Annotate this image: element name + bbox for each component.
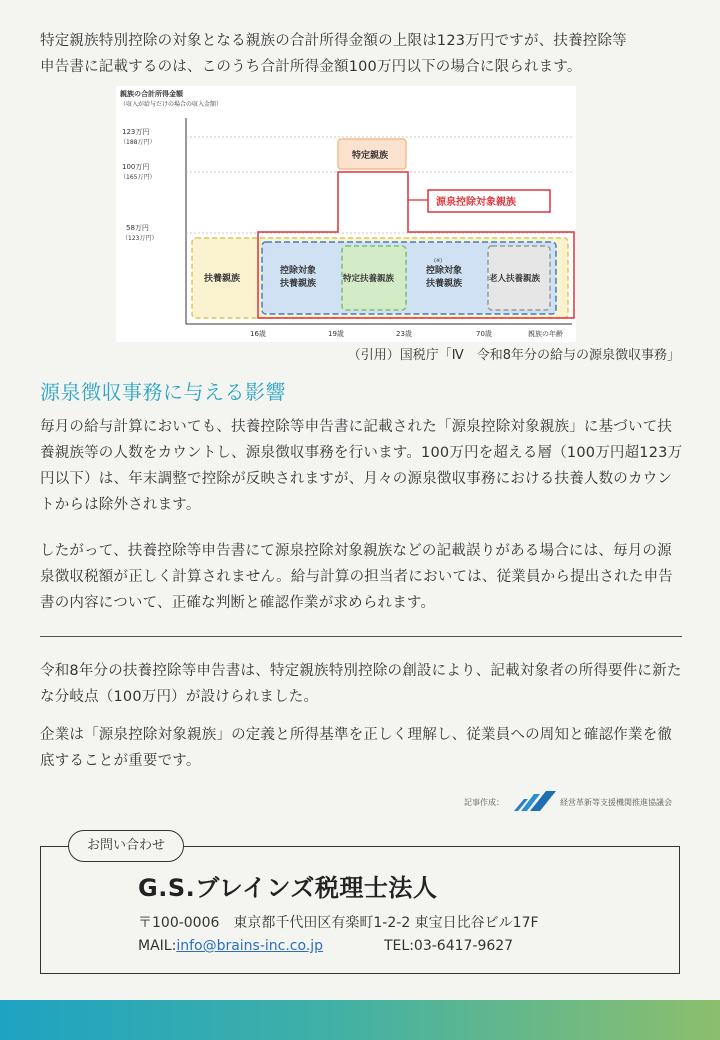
section-divider: [40, 636, 682, 637]
label-koujo2-note: (※): [434, 258, 443, 264]
y-tick-100: 100万円: [122, 163, 150, 171]
association-logo-icon: [514, 791, 556, 811]
figure-caption: （引用）国税庁「Ⅳ 令和8年分の給与の源泉徴収事務」: [347, 348, 680, 363]
mail-row: [138, 938, 323, 954]
y-tick-123-sub: （188万円）: [120, 139, 156, 146]
company-name: G.S.ブレインズ税理士法人: [138, 874, 438, 902]
contact-box: [40, 846, 680, 974]
paragraph-1: 毎月の給与計算においても、扶養控除等申告書に記載された「源泉控除対象親族」に基づいて扶養親族等の人数をカウントし、源泉徴収事務を行います。100万円を超える層（100万円超123万円以下）は、年末調整で控除が反映されますが、月々の源泉徴収事務における扶養人数のカウントからは除外されます。: [40, 419, 683, 513]
company-address: 〒100-0006 東京都千代田区有楽町1-2-2 東宝日比谷ビル17F: [138, 915, 539, 931]
x-tick-70: 70歳: [476, 330, 492, 338]
paragraph-2: したがって、扶養控除等申告書にて源泉控除対象親族などの記載誤りがある場合には、毎月の源泉徴収税額が正しく計算されません。給与計算の担当者においては、従業員から提出された申告書の内容について、正確な判断と確認作業が求められます。: [40, 543, 673, 611]
x-tick-19: 19歳: [328, 330, 344, 338]
dependent-income-figure: [116, 86, 576, 342]
mail-label: MAIL:: [138, 938, 177, 954]
footer-gradient-bar: [0, 1000, 720, 1040]
credit-organization: 経営革新等支援機関推進協議会: [560, 798, 672, 807]
x-axis-label: 親族の年齢: [528, 330, 563, 338]
contact-tab-label: お問い合わせ: [68, 830, 184, 862]
label-koujo-2: 扶養親族: [280, 279, 317, 289]
intro-line-2: 申告書に記載するのは、このうち合計所得金額100万円以下の場合に限られます。: [40, 59, 582, 75]
article-credit: [464, 790, 694, 812]
x-tick-23: 23歳: [396, 330, 412, 338]
mail-link[interactable]: info@brains-inc.co.jp: [176, 938, 324, 954]
label-tokutei: 特定親族: [352, 151, 389, 161]
intro-line-1: 特定親族特別控除の対象となる親族の合計所得金額の上限は123万円ですが、扶養控除等: [40, 33, 627, 49]
paragraph-4: 企業は「源泉控除対象親族」の定義と所得基準を正しく理解し、従業員への周知と確認作業を徹底することが重要です。: [40, 727, 673, 769]
section-heading: 源泉徴収事務に与える影響: [40, 380, 286, 404]
label-koujo-1: 控除対象: [280, 266, 317, 276]
y-axis-title-2: （収入が給与だけの場合の収入金額）: [120, 101, 223, 108]
y-tick-100-sub: （165万円）: [120, 174, 156, 181]
label-tokutei-fuyou: 特定扶養親族: [343, 274, 395, 284]
x-tick-16: 16歳: [250, 330, 266, 338]
label-gensen: 源泉控除対象親族: [436, 197, 516, 208]
intro-paragraph: [40, 28, 686, 80]
y-tick-58: 58万円: [126, 224, 149, 232]
label-koujo2-1: 控除対象: [426, 266, 463, 276]
label-fuyou: 扶養親族: [204, 274, 241, 284]
credit-label: 記事作成：: [464, 798, 504, 807]
tel-number: TEL:03-6417-9627: [384, 938, 514, 954]
y-tick-58-sub: （123万円）: [122, 235, 158, 242]
y-axis-title-1: 親族の合計所得金額: [120, 90, 183, 98]
label-roujin: 老人扶養親族: [489, 274, 541, 284]
paragraph-3: 令和8年分の扶養控除等申告書は、特定親族特別控除の創設により、記載対象者の所得要件に新たな分岐点（100万円）が設けられました。: [40, 663, 682, 705]
label-koujo2-2: 扶養親族: [426, 279, 463, 289]
y-tick-123: 123万円: [122, 128, 150, 136]
